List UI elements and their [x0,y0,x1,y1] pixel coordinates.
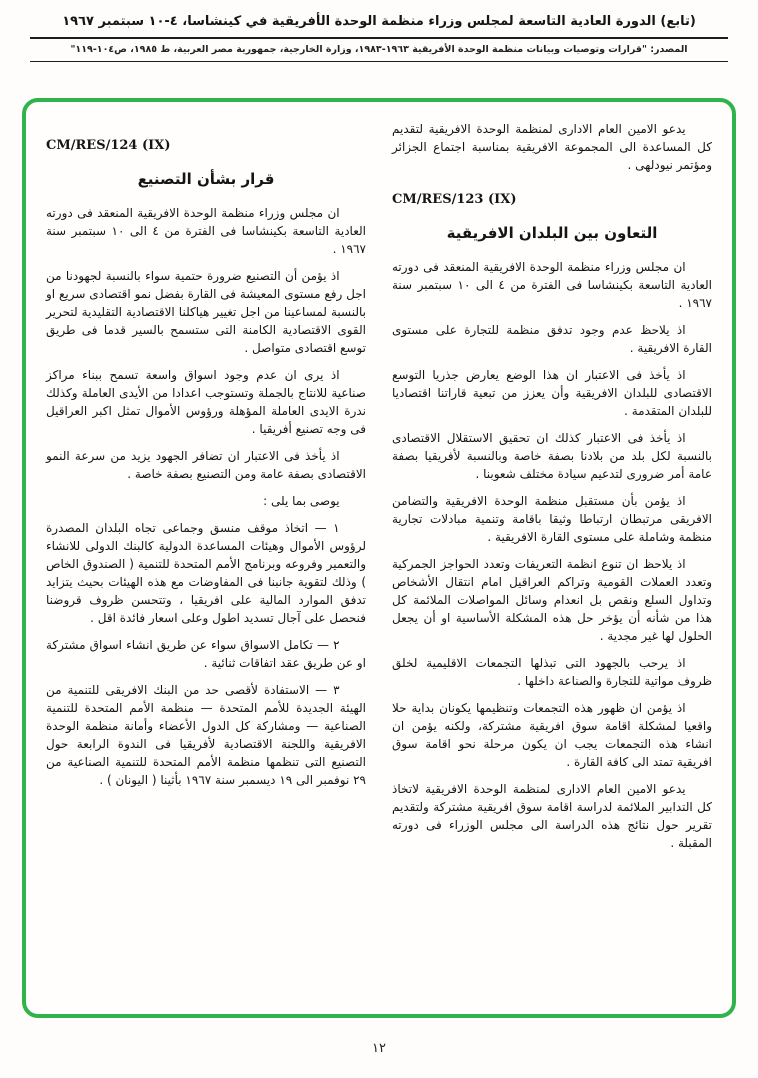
paragraph: اذ يؤمن ان ظهور هذه التجمعات وتنظيمها يكونان بداية حلا واقعيا لمشكلة اقامة سوق افريقية مشتركة، ولكنه يؤمن ان انشاء هذه التجمعات يجب ان يكون مرحلة نحو اقامة سوق افريقية تمتد الى كافة القارة . [392,701,712,769]
recommendation-item-1: ١ — اتخاذ موقف منسق وجماعى تجاه البلدان المصدرة لرؤوس الأموال وهيئات المساعدة الدولية كالبنك الدولى للانشاء والتعمير وفروعه وبرنامج الأمم المتحدة للتنمية ( الصندوق الخاص ) وذلك لتقوية جانبنا فى المفاوضات مع هذه الهيئات بحيث يتزايد تدفق الموارد المالية على افريقيا ، وتتحسن ظروف قروضنا فنحصل على آجال تسديد اطول وعلى اسعار فائدة اقل . [46,521,366,625]
recommendation-item-3: ٣ — الاستفادة لأقصى حد من البنك الافريقى للتنمية من الهيئة الجديدة للأمم المتحدة — منظمة الأمم المتحدة للتنمية الصناعية — ومشاركة كل الدول الأعضاء وأمانة منظمة الوحدة الافريقية واللجنة الاقتصادية لأفريقيا فى الندوة الرابعة حول التصنيع التى تنظمها منظمة الأمم المتحدة للتنمية الصناعية من ٢٩ نوفمبر الى ١٩ ديسمبر سنة ١٩٦٧ بأثينا ( اليونان ) . [46,683,366,787]
paragraph-continuation: يدعو الامين العام الادارى لمنظمة الوحدة الافريقية لتقديم كل المساعدة الى المجموعة الافريقية بمناسبة اجتماع الجزائر ومؤتمر نيودلهى . [392,122,712,172]
paragraph: اذ يأخذ فى الاعتبار كذلك ان تحقيق الاستقلال الاقتصادى بالنسبة لكل بلد من بلادنا بصفة خاصة وبالنسبة لأفريقيا بصفة عامة أمر ضرورى لتدعيم سيادة مختلف شعوبنا . [392,431,712,481]
paragraph: ان مجلس وزراء منظمة الوحدة الافريقية المنعقد فى دورته العادية التاسعة بكينشاسا فى الفترة من ٤ الى ١٠ سبتمبر سنة ١٩٦٧ . [392,260,712,310]
paragraph: اذ يؤمن بأن مستقبل منظمة الوحدة الافريقية والتضامن الافريقى مرتبطان ارتباطا وثيقا باقامة وتنمية مبادلات تجارية منظمة وشاملة على مستوى القارة الافريقية . [392,494,712,544]
header-title: (تابع) الدورة العادية التاسعة لمجلس وزراء منظمة الوحدة الأفريقية في كينشاسا، ٤-١٠ سبتمبر ١٩٦٧ [62,14,696,29]
resolution-code-124: CM/RES/124 (IX) [46,138,171,153]
content-frame [22,98,736,1018]
paragraph: اذ يلاحظ ان تنوع انظمة التعريفات وتعدد الحواجز الجمركية وتعدد العملات القومية وتراكم العراقيل امام انتقال الأشخاص وتداول السلع ونقص بل انعدام وسائل المواصلات الملائمة كل هذا من شأنه أن يؤخر حل هذه المشكلة الأساسية او أن يجعل الحلول لها غير مجدية . [392,557,712,643]
page-header [30,14,728,62]
paragraph: اذ يأخذ فى الاعتبار ان هذا الوضع يعارض جذريا التوسع الاقتصادى للبلدان الافريقية وأن يعزز من تبعية قاراتنا اقتصاديا للبلدان المتقدمة . [392,368,712,418]
resolution-title-industrialization: قرار بشأن التصنيع [137,169,275,188]
column-right [392,120,712,1002]
divider-bottom [30,61,728,62]
paragraph: اذ يلاحظ عدم وجود تدفق منظمة للتجارة على مستوى القارة الافريقية . [392,323,712,355]
paragraph: اذ يأخذ فى الاعتبار ان تضافر الجهود يزيد من سرعة النمو الاقتصادى بصفة عامة ومن التصنيع بصفة خاصة . [46,449,366,481]
recommendation-lead: يوصى بما يلى : [263,494,340,508]
paragraph: يدعو الامين العام الادارى لمنظمة الوحدة الافريقية لاتخاذ كل التدابير الملائمة لدراسة اقامة سوق افريقية مشتركة ولتقديم تقرير حول نتائج هذه الدراسة الى مجلس الوزراء فى دورته المقبلة . [392,782,712,850]
column-left [46,120,366,1002]
divider-top [30,37,728,39]
paragraph: اذ يرى ان عدم وجود اسواق واسعة تسمح ببناء مراكز صناعية للانتاج بالجملة وتستوجب اعدادا من الأيدى العاملة وكذلك ندرة الايدى العاملة المؤهلة ورؤوس الأموال تمثل اكبر العراقيل فى وجه تصنيع أفريقيا . [46,368,366,436]
page-number: ١٢ [372,1041,386,1056]
resolution-code-123: CM/RES/123 (IX) [392,192,517,207]
paragraph: اذ يؤمن أن التصنيع ضرورة حتمية سواء بالنسبة لجهودنا من اجل رفع مستوى المعيشة فى القارة بفضل نمو اقتصادى سريع او بالنسبة لمساعينا من اجل تغيير هياكلنا الاقتصادية التقليدية لتحرير القوى الاقتصادية الكامنة التى ستسمح بالسير قدما فى طريق توسع اقتصادى متواصل . [46,269,366,355]
paragraph: ان مجلس وزراء منظمة الوحدة الافريقية المنعقد فى دورته العادية التاسعة بكينشاسا فى الفترة من ٤ الى ١٠ سبتمبر سنة ١٩٦٧ . [46,206,366,256]
paragraph: اذ يرحب بالجهود التى تبذلها التجمعات الاقليمية لخلق ظروف مواتية للتجارة والصناعة داخلها . [392,656,712,688]
source-line: المصدر: "قرارات وتوصيات وبيانات منظمة الوحدة الأفريقية ١٩٦٣-١٩٨٣، وزارة الخارجية، جمهورية مصر العربية، ط ١٩٨٥، ص١٠٤-١١٩" [70,44,688,55]
resolution-title-cooperation: التعاون بين البلدان الافريقية [446,223,658,242]
recommendation-item-2: ٢ — تكامل الاسواق سواء عن طريق انشاء اسواق مشتركة او عن طريق عقد اتفاقات ثنائية . [46,638,366,670]
